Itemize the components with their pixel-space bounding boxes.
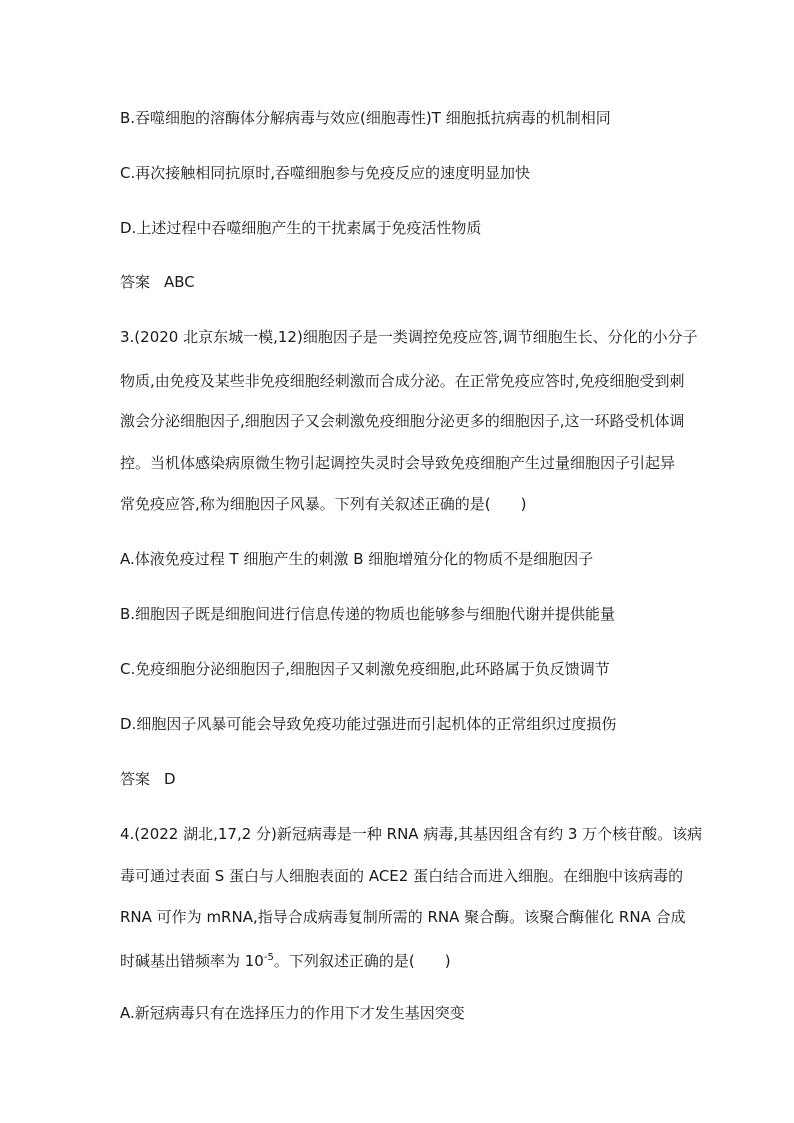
q2-option-c: C.再次接触相同抗原时,吞噬细胞参与免疫反应的速度明显加快 bbox=[120, 164, 531, 182]
q3-stem-line-5: 常免疫应答,称为细胞因子风暴。下列有关叙述正确的是( ) bbox=[120, 495, 527, 513]
q3-stem-line-3: 激会分泌细胞因子,细胞因子又会刺激免疫细胞分泌更多的细胞因子,这一环路受机体调 bbox=[120, 412, 685, 430]
q2-option-b: B.吞噬细胞的溶酶体分解病毒与效应(细胞毒性)T 细胞抵抗病毒的机制相同 bbox=[120, 109, 611, 127]
q4-stem-line-4-text: 时碱基出错频率为 10 bbox=[120, 952, 264, 970]
q4-stem-line-4 bbox=[120, 948, 451, 971]
q3-option-a: A.体液免疫过程 T 细胞产生的刺激 B 细胞增殖分化的物质不是细胞因子 bbox=[120, 550, 594, 568]
q3-stem-line-2: 物质,由免疫及某些非免疫细胞经刺激而合成分泌。在正常免疫应答时,免疫细胞受到刺 bbox=[120, 372, 685, 390]
q4-stem-line-3: RNA 可作为 mRNA,指导合成病毒复制所需的 RNA 聚合酶。该聚合酶催化 RNA 合成 bbox=[120, 908, 686, 926]
q3-answer-value: D bbox=[164, 770, 176, 788]
q4-stem-line-2: 毒可通过表面 S 蛋白与人细胞表面的 ACE2 蛋白结合而进入细胞。在细胞中该病毒的 bbox=[120, 867, 684, 885]
q2-option-d: D.上述过程中吞噬细胞产生的干扰素属于免疫活性物质 bbox=[120, 219, 482, 237]
q3-option-b: B.细胞因子既是细胞间进行信息传递的物质也能够参与细胞代谢并提供能量 bbox=[120, 605, 616, 623]
q4-option-a: A.新冠病毒只有在选择压力的作用下才发生基因突变 bbox=[120, 1004, 465, 1022]
q2-answer-value: ABC bbox=[164, 273, 195, 291]
q3-option-c: C.免疫细胞分泌细胞因子,细胞因子又刺激免疫细胞,此环路属于负反馈调节 bbox=[120, 660, 610, 678]
q3-stem-line-1: 3.(2020 北京东城一模,12)细胞因子是一类调控免疫应答,调节细胞生长、分化的小分子 bbox=[120, 328, 698, 346]
q3-stem-line-4: 控。当机体感染病原微生物引起调控失灵时会导致免疫细胞产生过量细胞因子引起异 bbox=[120, 454, 676, 472]
q3-answer-label: 答案 bbox=[120, 770, 151, 788]
q3-answer bbox=[120, 769, 176, 789]
q4-stem-line-1: 4.(2022 湖北,17,2 分)新冠病毒是一种 RNA 病毒,其基因组含有约 3 万个核苷酸。该病 bbox=[120, 825, 703, 843]
q4-stem-line-4-tail: 。下列叙述正确的是( ) bbox=[273, 952, 451, 970]
q2-answer bbox=[120, 272, 195, 292]
q3-option-d: D.细胞因子风暴可能会导致免疫功能过强进而引起机体的正常组织过度损伤 bbox=[120, 715, 617, 733]
q4-error-rate-exponent: -5 bbox=[263, 952, 274, 963]
q2-answer-label: 答案 bbox=[120, 273, 151, 291]
